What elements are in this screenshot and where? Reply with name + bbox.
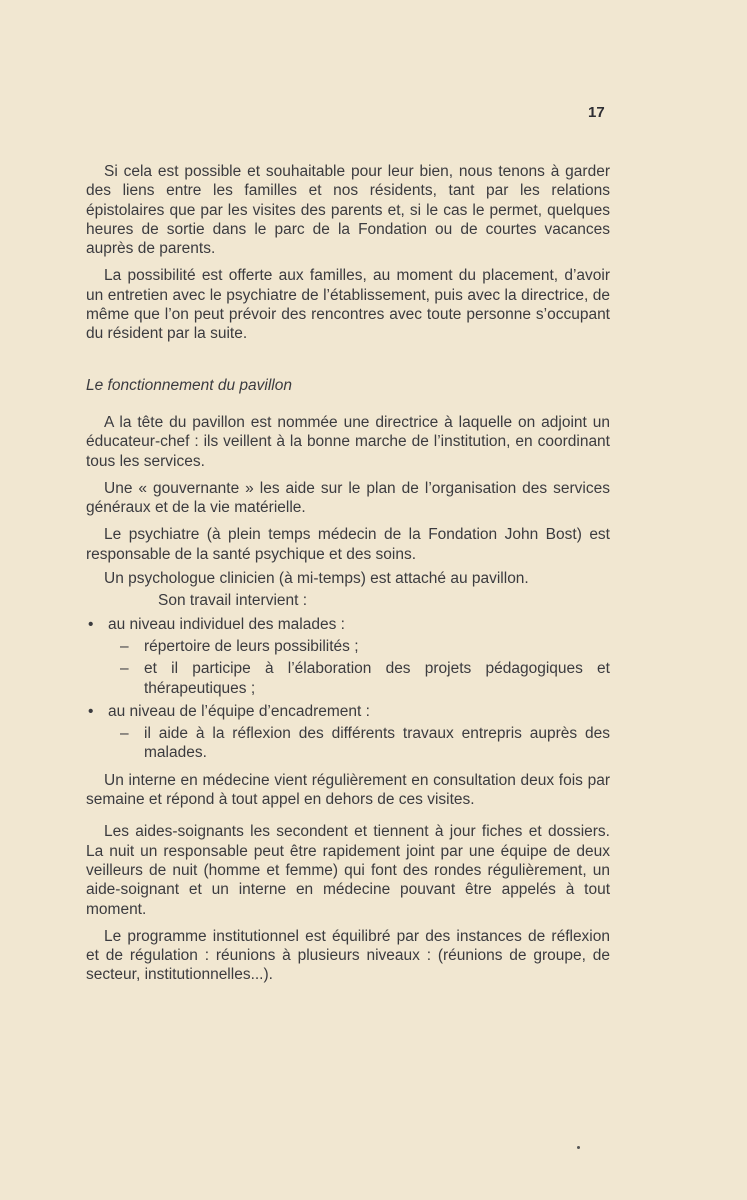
paragraph-intern: Un interne en médecine vient régulièrement en consultation deux fois par semaine et répond à tout appel en dehors de ces visites. — [86, 771, 610, 809]
page-number: 17 — [588, 104, 605, 121]
sub-list-item-text: il aide à la réflexion des différents travaux entrepris auprès des malades. — [144, 725, 610, 762]
paper-speck — [577, 1146, 580, 1149]
paragraph-director: A la tête du pavillon est nommée une directrice à laquelle on adjoint un éducateur-chef : ils veillent à la bonne marche de l’institution, en coordinant tous les services. — [86, 413, 610, 470]
paragraph-governess: Une « gouvernante » les aide sur le plan de l’organisation des services généraux et de la vie matérielle. — [86, 479, 610, 517]
page-body — [86, 162, 610, 985]
paragraph-psychologist: Un psychologue clinicien (à mi-temps) est attaché au pavillon. — [104, 570, 529, 588]
dash-marker: – — [120, 660, 129, 678]
sub-list-item — [86, 659, 610, 698]
bullet-marker: • — [88, 615, 94, 633]
section-heading: Le fonctionnement du pavillon — [86, 376, 292, 394]
list-intro: Son travail intervient : — [158, 592, 308, 610]
paragraph-family-links: Si cela est possible et souhaitable pour leur bien, nous tenons à garder des liens entre les familles et nos résidents, tant par les relations épistolaires que par les visites des parents et, si le cas le permet, quelques heures de sortie dans le parc de la Fondation ou de courtes vacances auprès de parents. — [86, 163, 610, 258]
dash-marker: – — [120, 637, 129, 655]
dash-marker: – — [120, 725, 129, 743]
paragraph-care-assistants: Les aides-soignants les secondent et tiennent à jour fiches et dossiers. La nuit un responsable peut être rapidement joint par une équipe de deux veilleurs de nuit (homme et femme) qui font des rondes régulièrement, un aide-soignant et un interne en médecine pouvant être appelés à tout moment. — [86, 823, 610, 918]
sub-list-item — [86, 637, 610, 656]
paragraph-family-meetings: La possibilité est offerte aux familles, au moment du placement, d’avoir un entretien avec le psychiatre de l’établissement, puis avec la directrice, de même que l’on peut prévoir des rencontres avec toute personne s’occupant du résident par la suite. — [86, 267, 610, 343]
paragraph-program: Le programme institutionnel est équilibré par des instances de réflexion et de régulation : réunions à plusieurs niveaux : (réunions de groupe, de secteur, institutionnelles...). — [86, 927, 610, 984]
list-item-label: au niveau individuel des malades : — [108, 615, 345, 633]
list-item-label: au niveau de l’équipe d’encadrement : — [108, 702, 370, 720]
bullet-marker: • — [88, 702, 94, 720]
list-item — [86, 615, 610, 634]
list-item — [86, 702, 610, 721]
sub-list-item-text: répertoire de leurs possibilités ; — [144, 637, 359, 655]
sub-list-item-text: et il participe à l’élaboration des projets pédagogiques et thérapeutiques ; — [144, 660, 610, 697]
sub-list-item — [86, 724, 610, 763]
paragraph-psychiatrist: Le psychiatre (à plein temps médecin de la Fondation John Bost) est responsable de la santé psychique et des soins. — [86, 526, 610, 563]
